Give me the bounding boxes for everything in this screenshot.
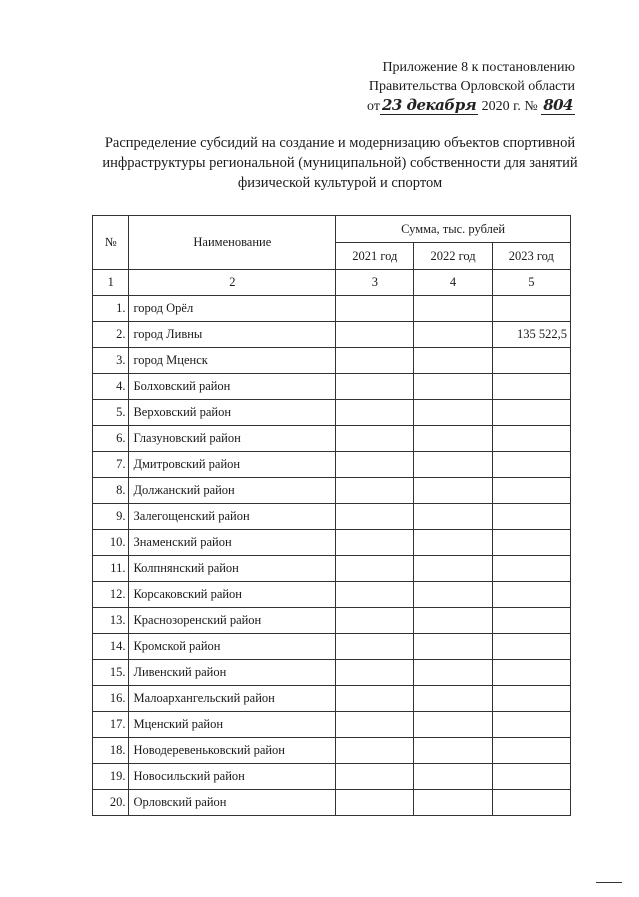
row-number: 12.	[93, 582, 129, 608]
row-value-2022	[414, 322, 492, 348]
row-value-2023	[492, 478, 570, 504]
row-value-2021	[336, 348, 414, 374]
row-number: 5.	[93, 400, 129, 426]
table-row	[93, 478, 571, 504]
subsidy-table	[92, 215, 571, 816]
row-number: 14.	[93, 634, 129, 660]
table-row	[93, 504, 571, 530]
column-number: 1	[93, 270, 129, 296]
table-row	[93, 608, 571, 634]
handwritten-number: 804	[543, 96, 573, 114]
table-row	[93, 686, 571, 712]
row-value-2021	[336, 322, 414, 348]
row-name: город Ливны	[129, 322, 336, 348]
row-value-2022	[414, 556, 492, 582]
header-year-2023: 2023 год	[492, 243, 570, 270]
table-row	[93, 400, 571, 426]
column-number: 2	[129, 270, 336, 296]
row-value-2022	[414, 374, 492, 400]
column-number: 4	[414, 270, 492, 296]
table-row	[93, 582, 571, 608]
row-value-2021	[336, 764, 414, 790]
row-value-2023	[492, 530, 570, 556]
row-value-2022	[414, 400, 492, 426]
row-value-2022	[414, 712, 492, 738]
row-value-2023: 135 522,5	[492, 322, 570, 348]
header-prefix-from: от	[367, 99, 380, 114]
table-row	[93, 634, 571, 660]
footer-divider	[596, 882, 622, 883]
row-value-2021	[336, 712, 414, 738]
row-value-2021	[336, 530, 414, 556]
header-name: Наименование	[129, 216, 336, 270]
document-title	[80, 133, 600, 193]
row-value-2022	[414, 582, 492, 608]
row-value-2022	[414, 790, 492, 816]
row-number: 1.	[93, 296, 129, 322]
row-value-2023	[492, 452, 570, 478]
row-number: 3.	[93, 348, 129, 374]
row-value-2023	[492, 764, 570, 790]
row-name: Колпнянский район	[129, 556, 336, 582]
row-name: Кромской район	[129, 634, 336, 660]
title-line-1: Распределение субсидий на создание и модернизацию объектов спортивной	[104, 135, 576, 151]
column-number: 3	[336, 270, 414, 296]
row-value-2021	[336, 426, 414, 452]
row-value-2023	[492, 712, 570, 738]
row-number: 11.	[93, 556, 129, 582]
row-value-2022	[414, 426, 492, 452]
row-name: Должанский район	[129, 478, 336, 504]
row-name: Мценский район	[129, 712, 336, 738]
header-year-2021: 2021 год	[336, 243, 414, 270]
row-value-2021	[336, 478, 414, 504]
row-name: Знаменский район	[129, 530, 336, 556]
row-number: 16.	[93, 686, 129, 712]
table-row	[93, 738, 571, 764]
row-number: 20.	[93, 790, 129, 816]
row-name: Ливенский район	[129, 660, 336, 686]
row-name: Новосильский район	[129, 764, 336, 790]
row-value-2021	[336, 400, 414, 426]
row-value-2023	[492, 686, 570, 712]
handwritten-date: 23 декабря	[381, 96, 477, 114]
table-row	[93, 374, 571, 400]
row-value-2021	[336, 738, 414, 764]
row-value-2021	[336, 452, 414, 478]
row-value-2023	[492, 296, 570, 322]
row-number: 2.	[93, 322, 129, 348]
row-value-2021	[336, 790, 414, 816]
table-row	[93, 322, 571, 348]
row-number: 13.	[93, 608, 129, 634]
title-line-3: физической культурой и спортом	[237, 175, 443, 191]
table-row	[93, 660, 571, 686]
row-value-2022	[414, 738, 492, 764]
row-value-2023	[492, 582, 570, 608]
header-year: 2020 г. №	[481, 99, 538, 114]
row-value-2023	[492, 426, 570, 452]
row-value-2022	[414, 452, 492, 478]
row-value-2022	[414, 634, 492, 660]
row-value-2022	[414, 504, 492, 530]
table-row	[93, 426, 571, 452]
column-number-row	[93, 270, 571, 296]
row-name: Залегощенский район	[129, 504, 336, 530]
row-number: 18.	[93, 738, 129, 764]
table-row	[93, 790, 571, 816]
row-value-2021	[336, 374, 414, 400]
table-row	[93, 296, 571, 322]
row-number: 19.	[93, 764, 129, 790]
row-value-2023	[492, 790, 570, 816]
row-value-2021	[336, 296, 414, 322]
row-number: 8.	[93, 478, 129, 504]
row-number: 6.	[93, 426, 129, 452]
row-number: 9.	[93, 504, 129, 530]
row-name: город Орёл	[129, 296, 336, 322]
row-value-2023	[492, 504, 570, 530]
row-value-2021	[336, 608, 414, 634]
row-value-2023	[492, 400, 570, 426]
row-value-2021	[336, 504, 414, 530]
header-line-3	[355, 96, 575, 116]
row-name: Глазуновский район	[129, 426, 336, 452]
row-value-2023	[492, 634, 570, 660]
row-name: Новодеревеньковский район	[129, 738, 336, 764]
title-line-2: инфраструктуры региональной (муниципальной) собственности для занятий	[102, 155, 578, 171]
row-value-2021	[336, 634, 414, 660]
row-name: город Мценск	[129, 348, 336, 374]
row-value-2021	[336, 686, 414, 712]
row-name: Верховский район	[129, 400, 336, 426]
row-number: 7.	[93, 452, 129, 478]
row-value-2021	[336, 556, 414, 582]
row-number: 4.	[93, 374, 129, 400]
row-value-2022	[414, 686, 492, 712]
row-value-2023	[492, 608, 570, 634]
table-row	[93, 348, 571, 374]
table-row	[93, 530, 571, 556]
row-name: Дмитровский район	[129, 452, 336, 478]
row-name: Краснозоренский район	[129, 608, 336, 634]
row-value-2021	[336, 582, 414, 608]
header-no: №	[93, 216, 129, 270]
column-number: 5	[492, 270, 570, 296]
row-value-2022	[414, 478, 492, 504]
row-value-2022	[414, 608, 492, 634]
table-row	[93, 764, 571, 790]
row-name: Корсаковский район	[129, 582, 336, 608]
row-value-2022	[414, 348, 492, 374]
appendix-header	[355, 58, 575, 116]
row-value-2022	[414, 296, 492, 322]
row-name: Болховский район	[129, 374, 336, 400]
row-value-2023	[492, 374, 570, 400]
table-row	[93, 556, 571, 582]
row-value-2022	[414, 530, 492, 556]
row-name: Орловский район	[129, 790, 336, 816]
header-line-1: Приложение 8 к постановлению	[382, 60, 575, 75]
table-row	[93, 452, 571, 478]
row-name: Малоархангельский район	[129, 686, 336, 712]
row-value-2023	[492, 660, 570, 686]
row-value-2022	[414, 764, 492, 790]
row-value-2023	[492, 556, 570, 582]
row-value-2021	[336, 660, 414, 686]
header-line-2: Правительства Орловской области	[368, 79, 575, 94]
row-number: 10.	[93, 530, 129, 556]
table-row	[93, 712, 571, 738]
row-number: 15.	[93, 660, 129, 686]
row-value-2022	[414, 660, 492, 686]
row-value-2023	[492, 738, 570, 764]
row-value-2023	[492, 348, 570, 374]
header-sum: Сумма, тыс. рублей	[336, 216, 571, 243]
row-number: 17.	[93, 712, 129, 738]
header-year-2022: 2022 год	[414, 243, 492, 270]
